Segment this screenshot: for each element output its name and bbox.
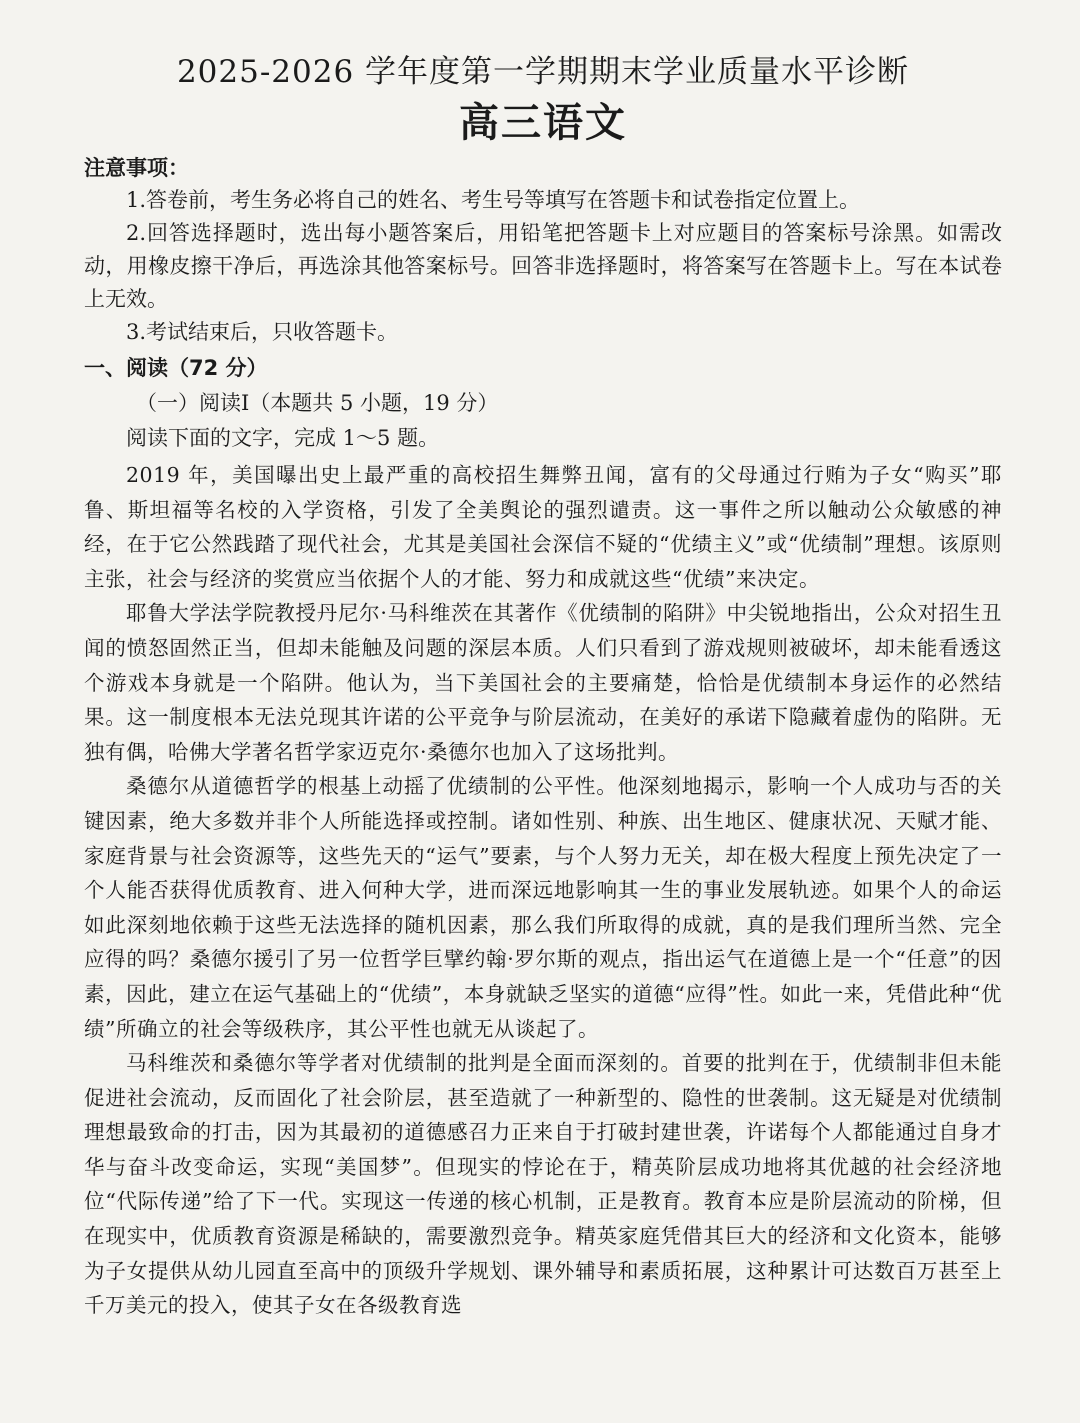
notice-item-2: 2.回答选择题时，选出每小题答案后，用铅笔把答题卡上对应题目的答案标号涂黑。如需改动，用橡皮擦干净后，再选涂其他答案标号。回答非选择题时，将答案写在答题卡上。写在本试卷上无效。 [84, 221, 1002, 311]
exam-title: 2025-2026 学年度第一学期期末学业质量水平诊断 [176, 54, 910, 90]
notice-item-1: 1.答卷前，考生务必将自己的姓名、考生号等填写在答题卡和试卷指定位置上。 [126, 188, 861, 212]
notice-heading: 注意事项： [84, 156, 189, 180]
section-heading: 一、阅读（72 分） [84, 356, 268, 380]
notice-item-3: 3.考试结束后，只收答题卡。 [126, 320, 399, 344]
passage-paragraph-1: 2019 年，美国曝出史上最严重的高校招生舞弊丑闻，富有的父母通过行贿为子女“购买”耶鲁、斯坦福等名校的入学资格，引发了全美舆论的强烈谴责。这一事件之所以触动公众敏感的神经，在于它公然践踏了现代社会，尤其是美国社会深信不疑的“优绩主义”或“优绩制”理想。该原则主张，社会与经济的奖赏应当依据个人的才能、努力和成就这些“优绩”来决定。 [84, 463, 1002, 591]
reading-instruction: 阅读下面的文字，完成 1～5 题。 [126, 426, 440, 450]
notice-block [84, 152, 1002, 349]
reading-passage [84, 458, 1002, 1323]
passage-paragraph-4: 马科维茨和桑德尔等学者对优绩制的批判是全面而深刻的。首要的批判在于，优绩制非但未能促进社会流动，反而固化了社会阶层，甚至造就了一种新型的、隐性的世袭制。这无疑是对优绩制理想最致命的打击，因为其最初的道德感召力正来自于打破封建世袭，许诺每个人都能通过自身才华与奋斗改变命运，实现“美国梦”。但现实的悖论在于，精英阶层成功地将其优越的社会经济地位“代际传递”给了下一代。实现这一传递的核心机制，正是教育。教育本应是阶层流动的阶梯，但在现实中，优质教育资源是稀缺的，需要激烈竞争。精英家庭凭借其巨大的经济和文化资本，能够为子女提供从幼儿园直至高中的顶级升学规划、课外辅导和素质拓展，这种累计可达数百万甚至上千万美元的投入，使其子女在各级教育选 [84, 1051, 1002, 1318]
subsection-heading: （一）阅读Ⅰ（本题共 5 小题，19 分） [136, 391, 499, 415]
passage-paragraph-2: 耶鲁大学法学院教授丹尼尔·马科维茨在其著作《优绩制的陷阱》中尖锐地指出，公众对招生丑闻的愤怒固然正当，但却未能触及问题的深层本质。人们只看到了游戏规则被破坏，却未能看透这个游戏本身就是一个陷阱。他认为，当下美国社会的主要痛楚，恰恰是优绩制本身运作的必然结果。这一制度根本无法兑现其许诺的公平竞争与阶层流动，在美好的承诺下隐藏着虚伪的陷阱。无独有偶，哈佛大学著名哲学家迈克尔·桑德尔也加入了这场批判。 [84, 601, 1002, 764]
subject-title: 高三语文 [459, 100, 627, 146]
passage-paragraph-3: 桑德尔从道德哲学的根基上动摇了优绩制的公平性。他深刻地揭示，影响一个人成功与否的关键因素，绝大多数并非个人所能选择或控制。诸如性别、种族、出生地区、健康状况、天赋才能、家庭背景与社会资源等，这些先天的“运气”要素，与个人努力无关，却在极大程度上预先决定了一个人能否获得优质教育、进入何种大学，进而深远地影响其一生的事业发展轨迹。如果个人的命运如此深刻地依赖于这些无法选择的随机因素，那么我们所取得的成就，真的是我们理所当然、完全应得的吗？桑德尔援引了另一位哲学巨擘约翰·罗尔斯的观点，指出运气在道德上是一个“任意”的因素，因此，建立在运气基础上的“优绩”，本身就缺乏坚实的道德“应得”性。如此一来，凭借此种“优绩”所确立的社会等级秩序，其公平性也就无从谈起了。 [84, 774, 1002, 1041]
